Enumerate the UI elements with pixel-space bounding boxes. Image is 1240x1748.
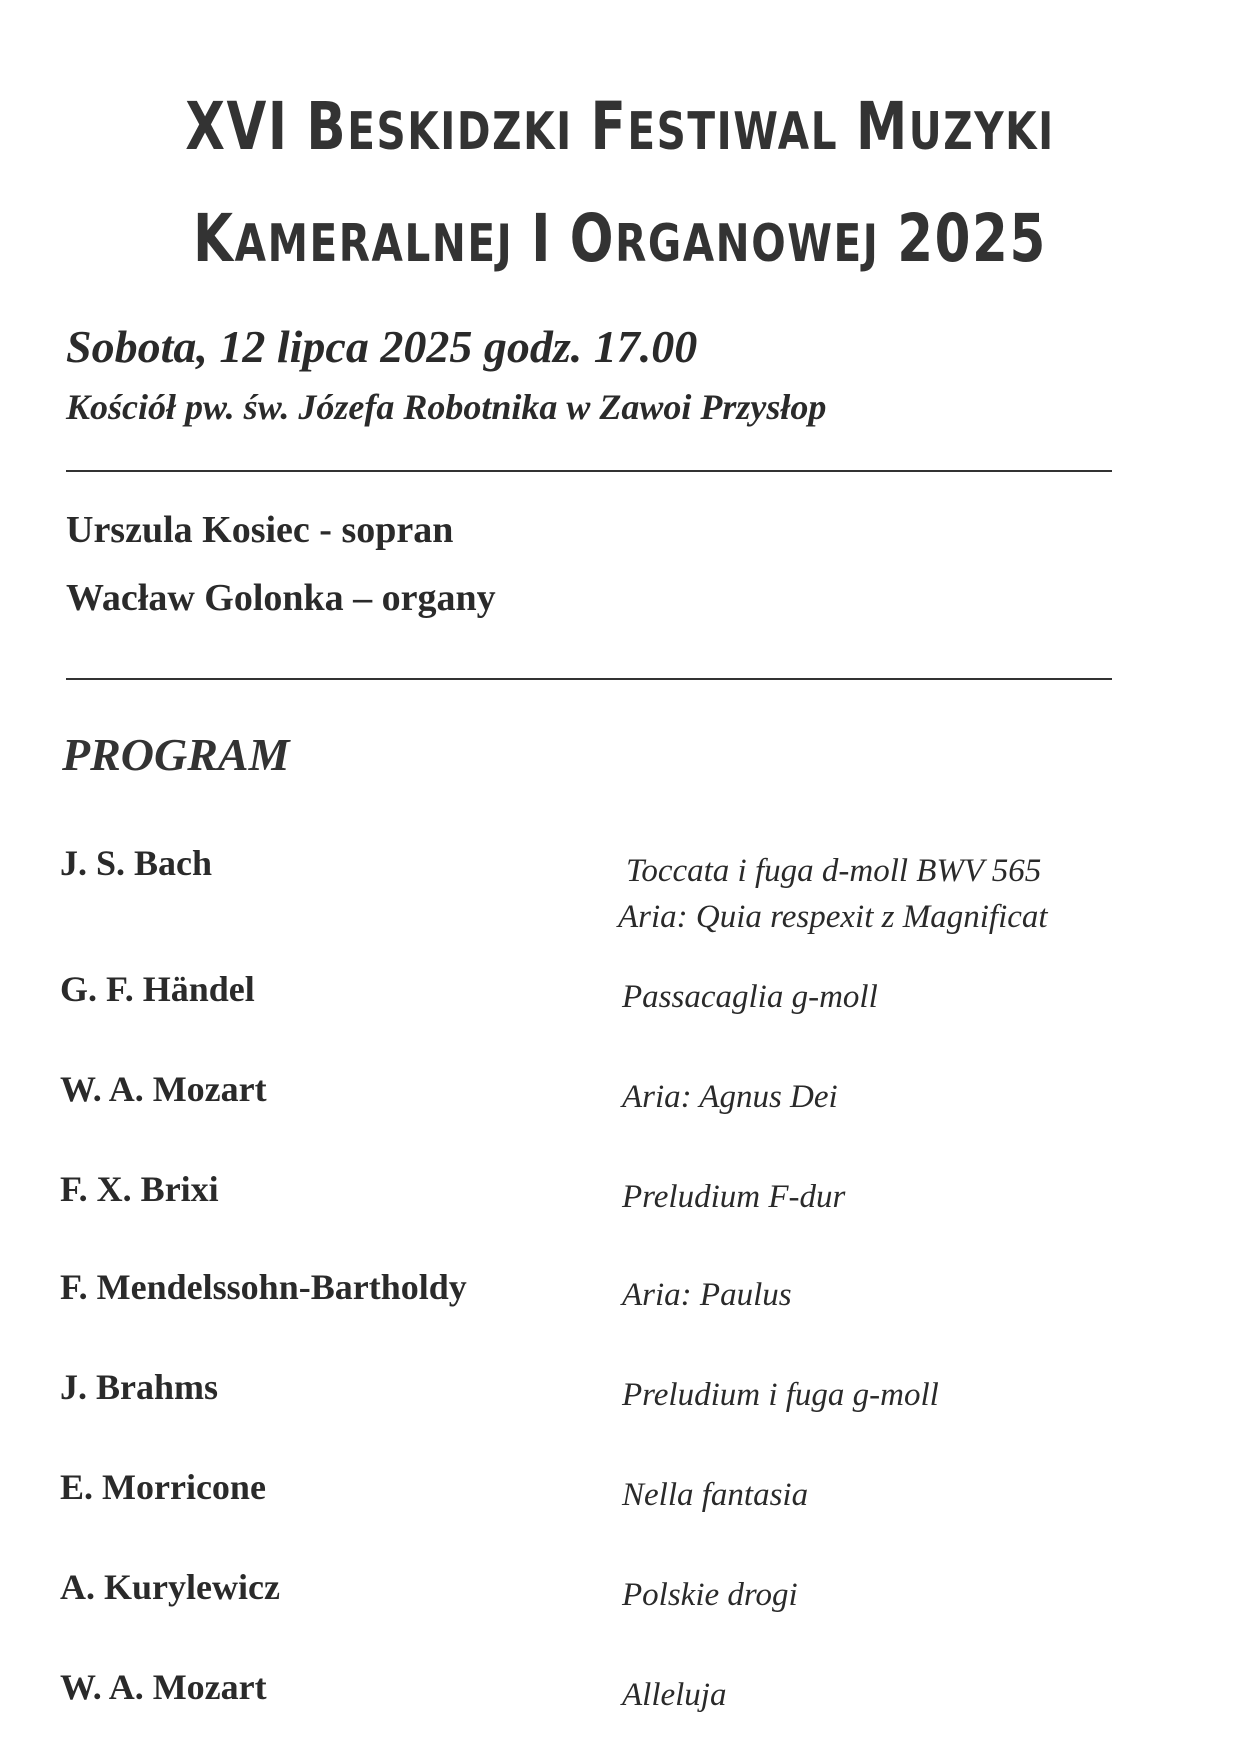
work-title: Passacaglia g-moll <box>622 979 878 1015</box>
work-list <box>622 1472 808 1518</box>
title-word-rest: ESKIDZKI <box>347 102 573 162</box>
work-title: Alleluja <box>622 1677 727 1713</box>
divider <box>66 470 1112 472</box>
composer-name: A. Kurylewicz <box>60 1567 280 1607</box>
work-list <box>622 1672 726 1718</box>
work-list <box>622 974 878 1020</box>
title-word-initial: O <box>569 200 616 277</box>
composer-name: G. F. Händel <box>60 969 255 1009</box>
title-word-rest: AMERALNEJ <box>234 214 514 274</box>
work-list <box>622 1174 845 1220</box>
work-list <box>622 1372 939 1418</box>
title-word-initial: F <box>590 88 628 165</box>
title-word-rest: ESTIWAL <box>627 102 839 162</box>
title-word-rest: RGANOWEJ <box>615 214 880 274</box>
composer-name: F. X. Brixi <box>60 1169 219 1209</box>
title-word: 2025 <box>897 200 1047 277</box>
title-word-initial: B <box>306 88 348 165</box>
work-title: Preludium i fuga g-moll <box>622 1377 939 1413</box>
title-word-rest: UZYKI <box>908 102 1055 162</box>
work-title: Toccata i fuga d-moll BWV 565 <box>626 853 1042 889</box>
event-date-time: Sobota, 12 lipca 2025 godz. 17.00 <box>66 321 698 372</box>
work-title: Aria: Agnus Dei <box>622 1079 838 1115</box>
work-list <box>622 1074 838 1120</box>
performer-soprano: Urszula Kosiec - sopran <box>66 509 454 551</box>
work-list <box>618 848 1048 940</box>
work-title: Polskie drogi <box>622 1577 798 1613</box>
composer-name: J. S. Bach <box>60 843 213 883</box>
festival-title-line-2 <box>136 200 1103 277</box>
composer-name: F. Mendelssohn-Bartholdy <box>60 1267 467 1307</box>
title-word-initial: K <box>193 200 235 277</box>
title-word: XVI <box>185 88 289 165</box>
work-list <box>622 1572 798 1618</box>
performer-organ: Wacław Golonka – organy <box>66 577 496 619</box>
event-venue: Kościół pw. św. Józefa Robotnika w Zawoi Przysłop <box>66 387 827 427</box>
title-word-initial: M <box>855 88 909 165</box>
work-title: Nella fantasia <box>622 1477 809 1513</box>
title-word: I <box>531 200 552 277</box>
divider <box>66 678 1112 680</box>
work-title: Aria: Quia respexit z Magnificat <box>618 899 1048 935</box>
festival-title-line-1 <box>136 88 1103 165</box>
work-title: Aria: Paulus <box>622 1277 792 1313</box>
work-list <box>622 1272 792 1318</box>
program-heading: PROGRAM <box>62 729 290 780</box>
work-title: Preludium F-dur <box>622 1179 846 1215</box>
composer-name: E. Morricone <box>60 1467 266 1507</box>
composer-name: W. A. Mozart <box>60 1667 267 1707</box>
composer-name: J. Brahms <box>60 1367 219 1407</box>
composer-name: W. A. Mozart <box>60 1069 267 1109</box>
